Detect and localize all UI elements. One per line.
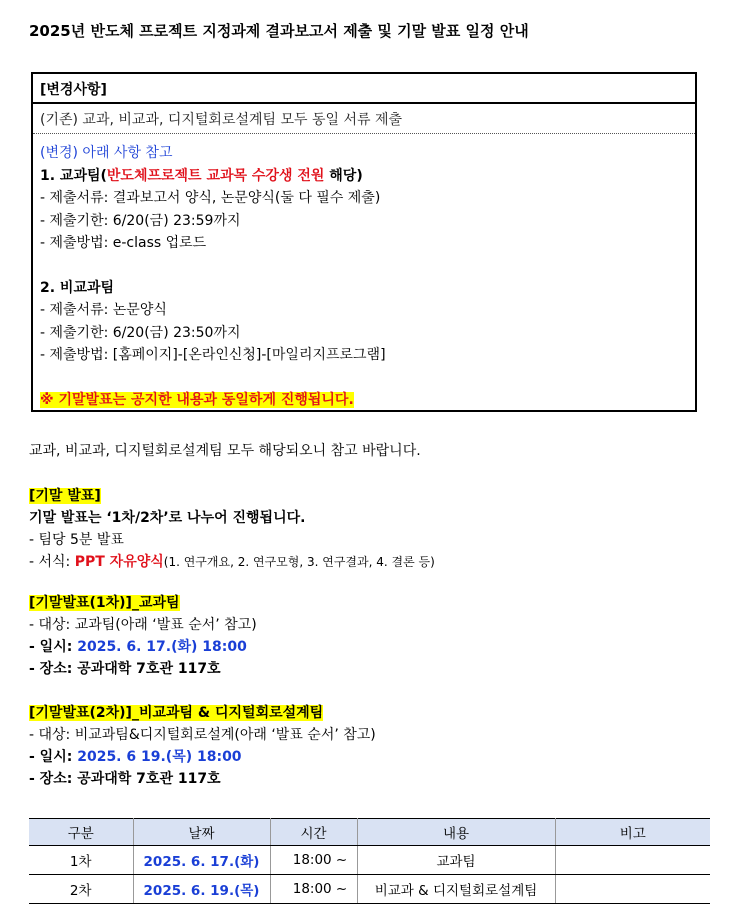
warning-line xyxy=(40,389,688,412)
table-cell-date: 2025. 6. 19.(목) xyxy=(133,875,270,904)
notice-body xyxy=(33,134,695,411)
table-row xyxy=(29,875,710,904)
final-lead: 기말 발표는 ‘1차/2차’로 나누어 진행됩니다. xyxy=(29,510,306,526)
group2-item: - 제출기한: 6/20(금) 23:50까지 xyxy=(40,324,241,341)
note-text: 교과, 비교과, 디지털회로설계팀 모두 해당되오니 참고 바랍니다. xyxy=(29,443,421,459)
first-presentation-section xyxy=(29,592,257,680)
notice-previous: (기존) 교과, 비교과, 디지털회로설계팀 모두 동일 서류 제출 xyxy=(33,104,695,134)
first-when-value: 2025. 6. 17.(화) 18:00 xyxy=(77,639,247,655)
final-section xyxy=(29,485,435,573)
column-header: 날짜 xyxy=(133,819,270,846)
group1-item: - 제출방법: e-class 업로드 xyxy=(40,235,207,251)
table-cell xyxy=(555,846,710,875)
final-format: - 서식: PPT 자유양식(1. 연구개요, 2. 연구모형, 3. 연구결과, 4. 결론 등) xyxy=(29,554,435,570)
second-header: [기말발표(2차)]_비교과팀 & 디지털회로설계팀 xyxy=(29,705,324,721)
first-where: - 장소: 공과대학 7호관 117호 xyxy=(29,661,221,677)
table-cell: 교과팀 xyxy=(357,846,555,875)
group2-heading: 2. 비교과팀 xyxy=(40,279,115,296)
group1-item: - 제출서류: 결과보고서 양식, 논문양식(둘 다 필수 제출) xyxy=(40,190,381,206)
table-cell: 비교과 & 디지털회로설계팀 xyxy=(357,875,555,904)
second-when-value: 2025. 6 19.(목) 18:00 xyxy=(77,749,242,765)
column-header: 구분 xyxy=(29,819,133,846)
format-highlight: PPT 자유양식 xyxy=(74,554,164,570)
change-label: (변경) 아래 사항 참고 xyxy=(40,145,173,161)
group1-heading-highlight: 반도체프로젝트 교과목 수강생 전원 xyxy=(106,167,325,184)
column-header: 비고 xyxy=(555,819,710,846)
first-header: [기말발표(1차)]_교과팀 xyxy=(29,595,180,611)
second-where: - 장소: 공과대학 7호관 117호 xyxy=(29,771,221,787)
change-notice-box xyxy=(31,72,697,412)
table-cell-time: 18:00 ~ xyxy=(270,846,357,875)
column-header: 시간 xyxy=(270,819,357,846)
group2-item: - 제출서류: 논문양식 xyxy=(40,302,167,318)
table-cell xyxy=(555,875,710,904)
group1-item: - 제출기한: 6/20(금) 23:59까지 xyxy=(40,212,241,229)
table-cell-date: 2025. 6. 17.(화) xyxy=(133,846,270,875)
notice-header: [변경사항] xyxy=(33,74,695,104)
warning-text: ※ 기말발표는 공지한 내용과 동일하게 진행됩니다. xyxy=(40,391,354,408)
second-when: - 일시: 2025. 6 19.(목) 18:00 xyxy=(29,749,242,765)
column-header: 내용 xyxy=(357,819,555,846)
table-cell-time: 18:00 ~ xyxy=(270,875,357,904)
table-cell: 1차 xyxy=(29,846,133,875)
second-presentation-section xyxy=(29,702,376,790)
second-target: - 대상: 비교과팀&디지털회로설계(아래 ‘발표 순서’ 참고) xyxy=(29,727,376,743)
first-when: - 일시: 2025. 6. 17.(화) 18:00 xyxy=(29,639,247,655)
group1-heading: 1. 교과팀(반도체프로젝트 교과목 수강생 전원 해당) xyxy=(40,167,363,184)
table-row xyxy=(29,846,710,875)
table-cell: 2차 xyxy=(29,875,133,904)
table-header-row xyxy=(29,819,710,846)
final-header: [기말 발표] xyxy=(29,488,101,504)
final-item: - 팀당 5분 발표 xyxy=(29,532,124,548)
schedule-table xyxy=(29,818,710,904)
group2-item: - 제출방법: [홈페이지]-[온라인신청]-[마일리지프로그램] xyxy=(40,347,386,363)
first-target: - 대상: 교과팀(아래 ‘발표 순서’ 참고) xyxy=(29,617,257,633)
page-title: 2025년 반도체 프로젝트 지정과제 결과보고서 제출 및 기말 발표 일정 안내 xyxy=(29,22,529,40)
